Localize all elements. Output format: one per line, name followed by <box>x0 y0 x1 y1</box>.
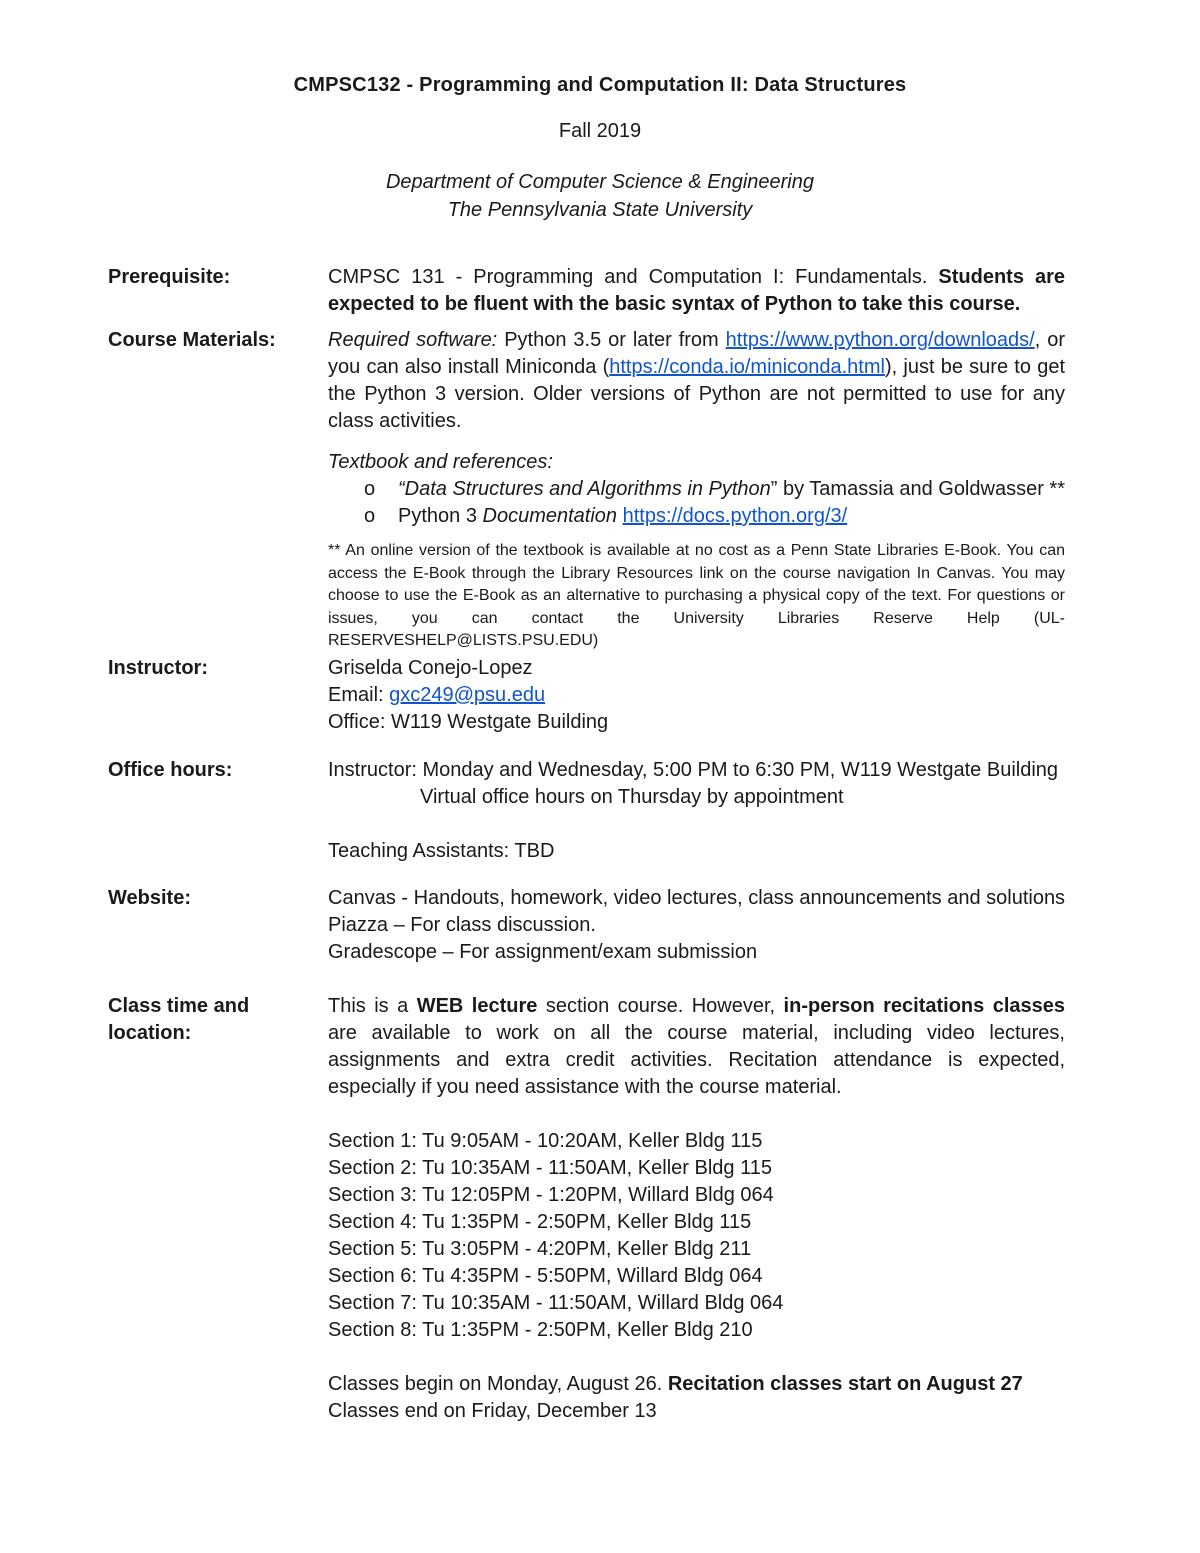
list-item: Section 2: Tu 10:35AM - 11:50AM, Keller Bldg 115 <box>328 1157 772 1179</box>
docs-prefix: Python 3 <box>398 505 477 527</box>
website-gradescope: Gradescope – For assignment/exam submission <box>328 941 758 963</box>
department-block <box>0 168 1200 224</box>
software-text-1: Python 3.5 or later from <box>504 329 719 351</box>
class-time-label <box>108 993 318 1047</box>
list-item: Section 3: Tu 12:05PM - 1:20PM, Willard Bldg 064 <box>328 1184 774 1206</box>
class-intro-1: This is a <box>328 995 409 1017</box>
teaching-assistants: Teaching Assistants: TBD <box>328 840 555 862</box>
book-authors: ” by Tamassia and Goldwasser ** <box>770 478 1065 500</box>
software-label: Required software: <box>328 329 498 351</box>
instructor-email-line <box>328 682 1065 709</box>
docs-label: Documentation <box>482 505 618 527</box>
list-item: Section 1: Tu 9:05AM - 10:20AM, Keller Bldg 115 <box>328 1130 763 1152</box>
website-canvas: Canvas - Handouts, homework, video lectures, class announcements and solutions <box>328 887 1066 909</box>
office-hours-instructor: Instructor: Monday and Wednesday, 5:00 PM to 6:30 PM, W119 Westgate Building <box>328 759 1059 781</box>
class-time-content <box>328 993 1065 1425</box>
office-hours-content <box>328 757 1065 865</box>
bullet-glyph: o <box>364 505 376 527</box>
section-list <box>328 1128 1065 1344</box>
classes-end: Classes end on Friday, December 13 <box>328 1400 657 1422</box>
textbook-list <box>328 476 1065 530</box>
prerequisite-label: Prerequisite: <box>108 266 231 288</box>
course-term: Fall 2019 <box>558 120 642 142</box>
office-hours-virtual: Virtual office hours on Thursday by appointment <box>420 786 844 808</box>
email-label: Email: <box>328 684 384 706</box>
course-materials-label: Course Materials: <box>108 329 276 351</box>
instructor-email-link[interactable]: gxc249@psu.edu <box>389 684 546 706</box>
university-name: The Pennsylvania State University <box>447 199 753 221</box>
miniconda-link[interactable]: https://conda.io/miniconda.html <box>609 356 885 378</box>
instructor-label: Instructor: <box>108 657 208 679</box>
prerequisite-requirement: Students are expected to be fluent with the basic syntax of Python to take this course. <box>328 266 1065 315</box>
list-item: Section 4: Tu 1:35PM - 2:50PM, Keller Bldg 115 <box>328 1211 752 1233</box>
department-name: Department of Computer Science & Engineering <box>385 171 814 193</box>
book-title: “Data Structures and Algorithms in Python <box>398 478 771 500</box>
instructor-office: Office: W119 Westgate Building <box>328 711 609 733</box>
list-item: Section 6: Tu 4:35PM - 5:50PM, Willard Bldg 064 <box>328 1265 763 1287</box>
list-item: Section 7: Tu 10:35AM - 11:50AM, Willard Bldg 064 <box>328 1292 784 1314</box>
textbook-label: Textbook and references: <box>328 451 553 473</box>
website-content <box>328 885 1065 966</box>
recitation-start: Recitation classes start on August 27 <box>667 1373 1023 1395</box>
course-title: CMPSC132 - Programming and Computation II: Data Structures <box>293 74 907 96</box>
course-materials-content <box>328 327 1065 653</box>
software-text-3: ), just be sure to get the Python 3 version. Older versions of Python are not permitted to use for any class activities. <box>328 356 1066 432</box>
classes-begin-text: Classes begin on Monday, August 26. <box>328 1373 663 1395</box>
class-time-label-line2: location: <box>108 1022 192 1044</box>
python-docs-link[interactable]: https://docs.python.org/3/ <box>622 505 848 527</box>
web-lecture-text: WEB lecture <box>416 995 538 1017</box>
python-download-link[interactable]: https://www.python.org/downloads/ <box>725 329 1035 351</box>
class-intro-2: section course. However, <box>545 995 776 1017</box>
list-item: Section 5: Tu 3:05PM - 4:20PM, Keller Bldg 211 <box>328 1238 752 1260</box>
bullet-glyph: o <box>364 478 376 500</box>
prerequisite-content <box>328 264 1065 318</box>
recitations-text: in-person recitations classes <box>783 995 1065 1017</box>
website-piazza: Piazza – For class discussion. <box>328 914 596 936</box>
website-label: Website: <box>108 887 191 909</box>
list-item: Section 8: Tu 1:35PM - 2:50PM, Keller Bldg 210 <box>328 1319 753 1341</box>
instructor-content <box>328 655 1065 736</box>
list-item <box>328 503 1065 530</box>
software-text-2: , or you can also install Miniconda ( <box>328 329 1065 378</box>
list-item <box>328 476 1065 503</box>
class-intro-3: are available to work on all the course material, including video lectures, assignments and extra credit activities. Recitation attendance is expected, especially if you need assistance with the course material. <box>328 1022 1065 1098</box>
software-paragraph <box>328 327 1065 435</box>
ebook-note: ** An online version of the textbook is available at no cost as a Penn State Libraries E-Book. You can access the E-Book through the Library Resources link on the course navigation In Canvas. You may choose to use the E-Book as an alternative to purchasing a physical copy of the text. For questions or issues, you can contact the University Libraries Reserve Help (UL-RESERVESHELP@LISTS.PSU.EDU) <box>328 542 1065 649</box>
classes-begin <box>328 1371 1065 1398</box>
instructor-name: Griselda Conejo-Lopez <box>328 657 533 679</box>
prerequisite-text: CMPSC 131 - Programming and Computation I: Fundamentals. <box>328 266 928 288</box>
class-format-paragraph <box>328 993 1065 1101</box>
office-hours-label: Office hours: <box>108 759 233 781</box>
class-time-label-line1: Class time and <box>108 995 250 1017</box>
